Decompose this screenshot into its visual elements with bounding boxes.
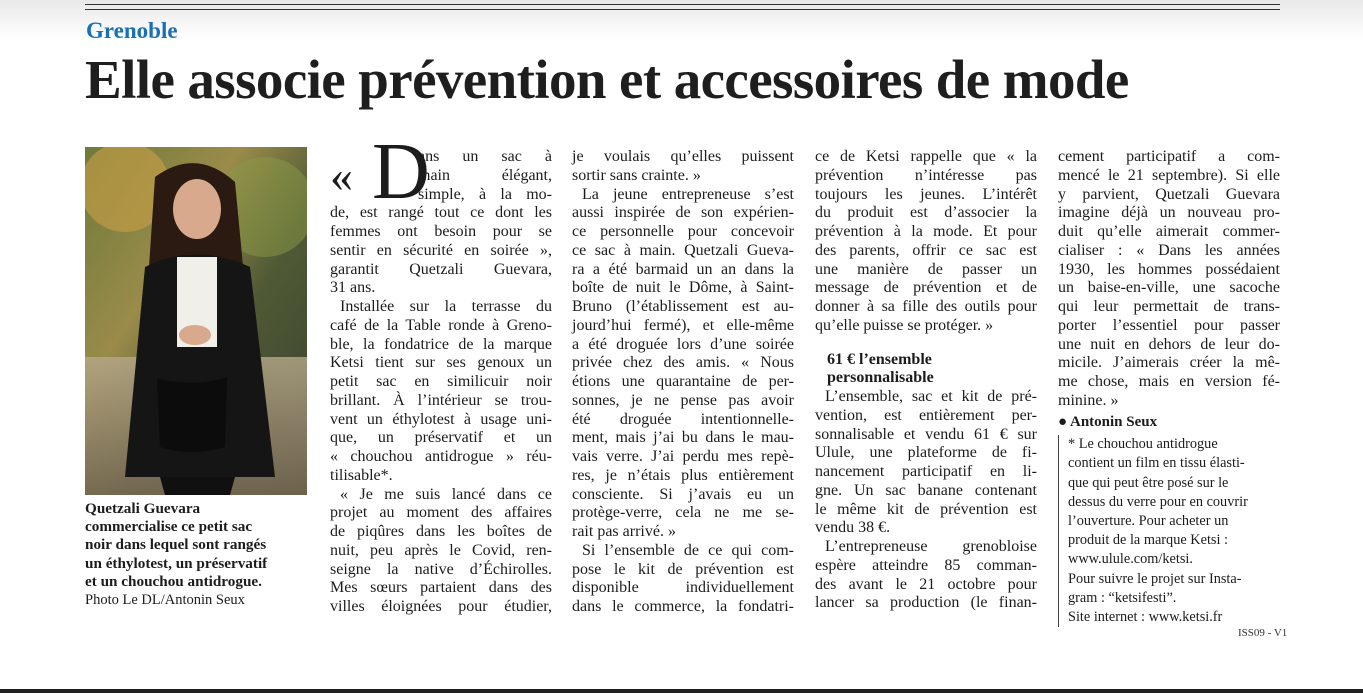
text-line: Si l’ensemble de ce qui com- xyxy=(582,541,794,559)
text-line: un baise-en-ville, une sacoche xyxy=(1058,279,1280,297)
text-line: été droguée intentionnelle- xyxy=(572,410,794,428)
text-line: boîte de nuit le Dôme, à Saint- xyxy=(572,279,794,297)
text-line: des parents, offrir ce sac est xyxy=(815,241,1037,259)
text-line: une nuit en dehors de leur do- xyxy=(1058,335,1280,353)
article-column-2 xyxy=(572,139,794,617)
text-line: cement participatif a com- xyxy=(1058,148,1280,165)
text-line: ce personnelle pour concevoir xyxy=(572,223,794,240)
text-line: 61 € l’ensemble xyxy=(827,350,932,368)
text-line: consciente. Si j’avais eu un xyxy=(572,485,794,503)
text-line: ans un sac à xyxy=(418,148,552,165)
paragraph xyxy=(572,148,794,186)
footnote-line: contient un film en tissu élasti- xyxy=(1068,455,1245,472)
text-line: mencé le 21 septembre). Si elle xyxy=(1058,166,1280,184)
paragraph xyxy=(815,148,1037,336)
text-line: imagine déjà un nouveau pro- xyxy=(1058,204,1280,222)
paragraph xyxy=(330,148,552,298)
paragraph xyxy=(330,298,552,486)
text-line: sonnes, je ne pense pas avoir xyxy=(572,391,794,409)
text-line: Mes sœurs partaient dans des xyxy=(330,579,552,597)
text-line: gne. Un sac banane contenant xyxy=(815,481,1037,499)
text-line: Bruno (l’établissement est au- xyxy=(572,298,794,315)
footnote-line: produit de la marque Ketsi : xyxy=(1068,532,1229,549)
text-line: vent un éthylotest à usage uni- xyxy=(330,410,552,428)
text-line: seigne la native d’Échirolles. xyxy=(330,560,552,578)
text-line: La jeune entrepreneuse s’est xyxy=(582,185,794,203)
text-line: res, je n’étais plus entièrement xyxy=(572,466,794,484)
caption-line: noir dans lequel sont rangés xyxy=(85,536,267,554)
text-line: ra a été barmaid un an dans la xyxy=(572,260,794,278)
text-line: sonnalisable et vendu 61 € sur xyxy=(815,425,1037,443)
paragraph xyxy=(330,486,552,617)
text-line: prévention à la mode. Et pour xyxy=(815,223,1037,240)
article-column-3 xyxy=(815,139,1037,613)
text-line: main élégant, xyxy=(418,166,552,184)
text-line: porter l’essentiel pour passer xyxy=(1058,316,1280,334)
text-line: Ketsi tient sur ses genoux un xyxy=(330,354,552,372)
photo-caption xyxy=(85,500,309,609)
paragraph xyxy=(815,388,1037,538)
text-line: privée chez des amis. « Nous xyxy=(572,354,794,372)
paragraph xyxy=(572,542,794,617)
top-rule xyxy=(85,4,1280,5)
text-line: femmes ont besoin pour se xyxy=(330,223,552,240)
text-line: nancement participatif en li- xyxy=(815,463,1037,480)
text-line: garantit Quetzali Guevara, xyxy=(330,260,552,278)
text-line: « Je me suis lancé dans ce xyxy=(340,485,552,503)
text-line: message de prévention et de xyxy=(815,279,1037,297)
footnote-line: Pour suivre le projet sur Insta- xyxy=(1068,570,1242,587)
text-line: « chouchou antidrogue » réu- xyxy=(330,448,552,465)
footnote-line: dessus du verre pour en couvrir xyxy=(1068,493,1248,510)
text-line: donner à sa fille des outils pour xyxy=(815,298,1037,315)
text-line: jourd’hui fermé), et elle-même xyxy=(572,316,794,334)
text-line: je voulais qu’elles puissent xyxy=(572,148,794,165)
footnote-line: gram : “ketsifesti”. xyxy=(1068,589,1177,606)
text-line: espère atteindre 85 comman- xyxy=(815,556,1037,574)
top-rule-2 xyxy=(85,9,1280,10)
text-line: petit sac en similicuir noir xyxy=(330,373,552,390)
text-line: qu’elle puisse se protéger. » xyxy=(815,316,994,334)
text-line: sortir sans crainte. » xyxy=(572,166,701,184)
dropcap-quote: « xyxy=(330,150,353,201)
footnote-box xyxy=(1058,435,1280,627)
article-column-1 xyxy=(330,128,552,617)
text-line: L’ensemble, sac et kit de pré- xyxy=(825,388,1037,405)
text-line: de piqûres dans les boîtes de xyxy=(330,523,552,540)
article-column-4 xyxy=(1058,139,1280,627)
text-line: que, un préservatif et un xyxy=(330,429,552,447)
text-line: étions une quarantaine de per- xyxy=(572,373,794,390)
text-line: Installée sur la terrasse du xyxy=(340,298,552,315)
text-line: micile. J’aimerais créer la mê- xyxy=(1058,354,1280,372)
paragraph xyxy=(1058,148,1280,411)
text-line: tilisable*. xyxy=(330,466,393,484)
text-line: ce sac à main. Quetzali Gueva- xyxy=(572,241,794,259)
paragraph xyxy=(572,186,794,542)
bottom-border xyxy=(0,689,1363,693)
subheading xyxy=(815,351,1037,389)
headline: Elle associe prévention et accessoires de mode xyxy=(85,49,1129,110)
text-line: du produit est d’associer la xyxy=(815,204,1037,222)
text-line: brillant. À l’intérieur se trou- xyxy=(330,391,552,409)
caption-line: et un chouchou antidrogue. xyxy=(85,572,262,590)
text-line: L’entrepreneuse grenobloise xyxy=(825,538,1037,555)
text-line: vais verre. J’ai perdu mes repè- xyxy=(572,448,794,465)
text-line: une manière de passer un xyxy=(815,260,1037,278)
caption-line: commercialise ce petit sac xyxy=(85,518,253,536)
footnote-line: * Le chouchou antidrogue xyxy=(1068,436,1218,453)
text-line: 1930, les hommes possédaient xyxy=(1058,260,1280,278)
article-photo xyxy=(85,147,307,495)
text-line: vention, est entièrement per- xyxy=(815,406,1037,424)
text-line: 31 ans. xyxy=(330,279,376,297)
top-shade xyxy=(0,0,1363,40)
text-line: pose le kit de prévention est xyxy=(572,560,794,578)
text-line: protège-verre, cela ne me se- xyxy=(572,504,794,522)
text-line: projet au moment des affaires xyxy=(330,504,552,522)
text-line: ment, mais j’ai bu dans le mau- xyxy=(572,429,794,447)
footnote-line: que qui peut être posé sur le xyxy=(1068,474,1229,491)
byline: ● Antonin Seux xyxy=(1058,413,1158,430)
text-line: dans le commerce, la fondatri- xyxy=(572,598,794,615)
text-line: Ulule, une plateforme de fi- xyxy=(815,444,1037,462)
caption-line: un éthylotest, un préservatif xyxy=(85,554,268,572)
footnote-line: Site internet : www.ketsi.fr xyxy=(1068,608,1223,625)
text-line: qui leur permettait de trans- xyxy=(1058,298,1280,315)
text-line: personnalisable xyxy=(827,369,934,387)
text-line: sentir en sécurité en soirée », xyxy=(330,241,552,259)
text-line: ble, la fondatrice de la marque xyxy=(330,335,552,353)
text-line: duit qu’elle aimerait commer- xyxy=(1058,223,1280,240)
text-line: aussi inspirée de son expérien- xyxy=(572,204,794,222)
text-line: y parvient, Quetzali Guevara xyxy=(1058,185,1280,203)
text-line: le même kit de prévention est xyxy=(815,500,1037,518)
text-line: de, est rangé tout ce dont les xyxy=(330,204,552,222)
text-line: prévention n’intéresse pas xyxy=(815,166,1037,184)
text-line: ce de Ketsi rappelle que « la xyxy=(815,148,1037,165)
text-line: villes éloignées pour étudier, xyxy=(330,598,552,615)
footnote-line: l’ouverture. Pour acheter un xyxy=(1068,513,1229,529)
text-line: disponible individuellement xyxy=(572,579,794,597)
text-line: café de la Table ronde à Greno- xyxy=(330,316,552,334)
text-line: minine. » xyxy=(1058,391,1119,409)
text-line: simple, à la mo- xyxy=(418,185,552,203)
text-line: des avant le 21 octobre pour xyxy=(815,575,1037,593)
photo-credit: Photo Le DL/Antonin Seux xyxy=(85,592,245,609)
text-line: toujours les jeunes. L’intérêt xyxy=(815,185,1037,203)
paragraph xyxy=(815,538,1037,613)
text-line: vendu 38 €. xyxy=(815,519,891,537)
section-kicker: Grenoble xyxy=(86,18,178,43)
text-line: me chose, mais en version fé- xyxy=(1058,373,1280,390)
text-line: cialiser : « Dans les années xyxy=(1058,241,1280,259)
text-line: rait pas arrivé. » xyxy=(572,523,676,540)
text-line: lancer sa production (le finan- xyxy=(815,594,1037,612)
text-line: a été droguée lors d’une soirée xyxy=(572,335,794,353)
dropcap-letter: D xyxy=(372,128,430,216)
page-code: ISS09 - V1 xyxy=(1238,627,1288,639)
footnote-line: www.ulule.com/ketsi. xyxy=(1068,551,1193,568)
caption-line: Quetzali Guevara xyxy=(85,500,201,517)
text-line: nuit, peu après le Covid, ren- xyxy=(330,541,552,559)
